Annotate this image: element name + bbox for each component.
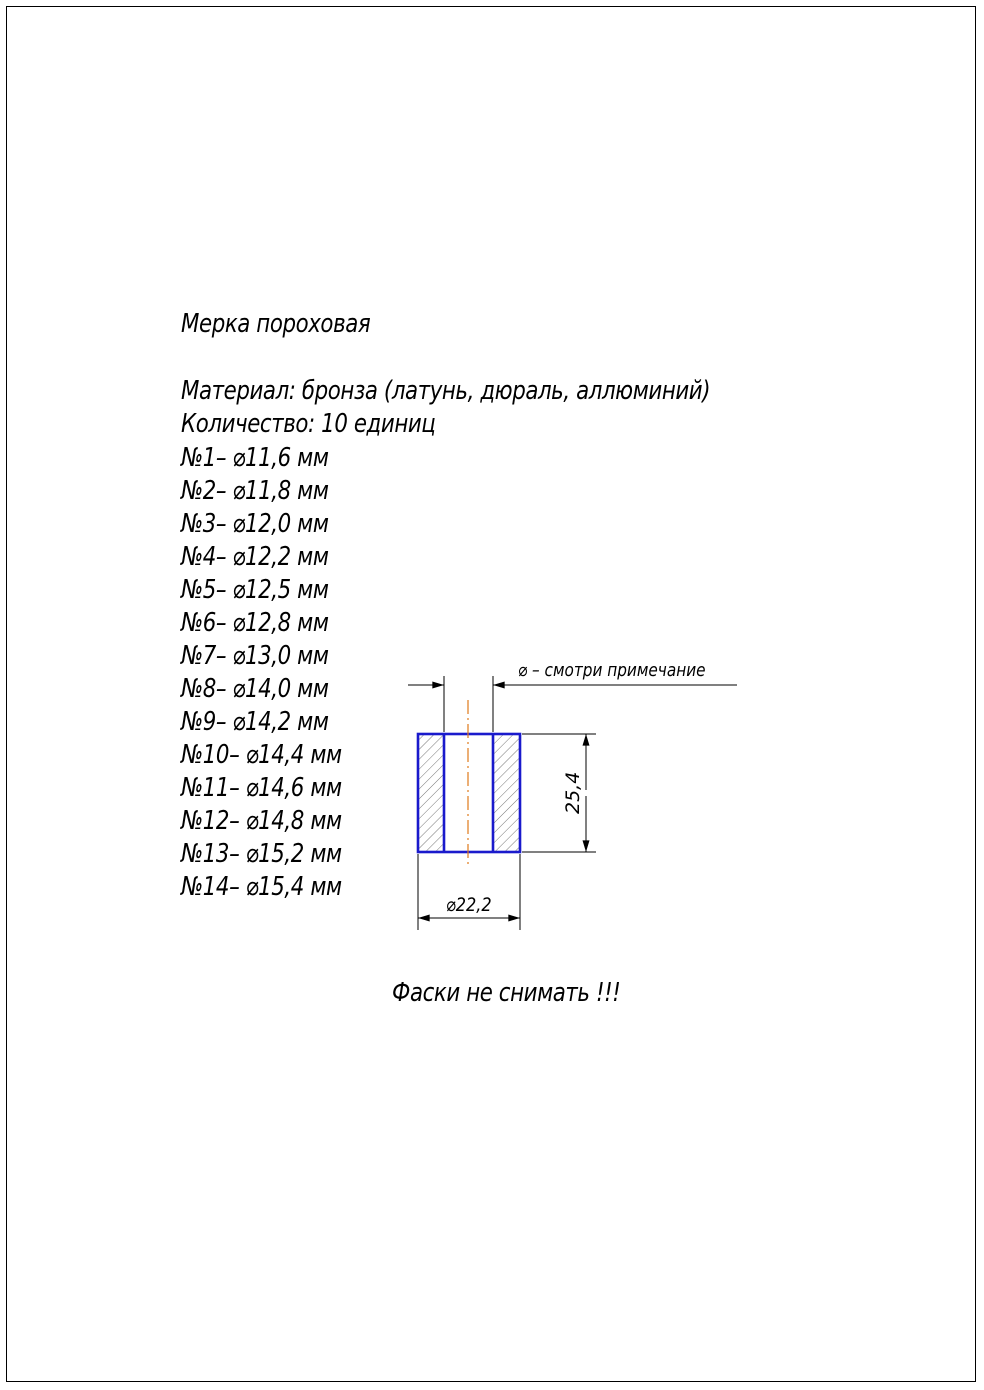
inner-diameter-note: ⌀ – смотри примечание bbox=[518, 658, 706, 681]
spec-line-size-3: №3– ⌀12,0 мм bbox=[181, 509, 329, 539]
left-wall-hatch bbox=[418, 734, 444, 852]
spec-line-size-2: №2– ⌀11,8 мм bbox=[181, 476, 329, 506]
part-title: Мерка пороховая bbox=[181, 309, 371, 339]
spec-line-size-10: №10– ⌀14,4 мм bbox=[181, 740, 342, 770]
outer-diameter-label: ⌀22,2 bbox=[446, 894, 492, 917]
height-dimension bbox=[522, 734, 596, 852]
spec-line-size-1: №1– ⌀11,6 мм bbox=[181, 443, 329, 473]
height-dimension-label: 25,4 bbox=[562, 771, 584, 814]
spec-line-size-13: №13– ⌀15,2 мм bbox=[181, 839, 342, 869]
spec-line-size-7: №7– ⌀13,0 мм bbox=[181, 641, 329, 671]
spec-line-size-8: №8– ⌀14,0 мм bbox=[181, 674, 329, 704]
outer-diameter-dimension bbox=[418, 854, 520, 930]
spec-line-material: Материал: бронза (латунь, дюраль, аллюминий) bbox=[181, 376, 711, 406]
spec-line-size-12: №12– ⌀14,8 мм bbox=[181, 806, 342, 836]
spec-line-size-4: №4– ⌀12,2 мм bbox=[181, 542, 329, 572]
right-wall-hatch bbox=[493, 734, 520, 852]
inner-diameter-dimension bbox=[408, 676, 737, 732]
spec-line-size-11: №11– ⌀14,6 мм bbox=[181, 773, 342, 803]
spec-line-size-6: №6– ⌀12,8 мм bbox=[181, 608, 329, 638]
spec-line-size-9: №9– ⌀14,2 мм bbox=[181, 707, 329, 737]
chamfer-note: Фаски не снимать !!! bbox=[392, 978, 621, 1008]
spec-line-quantity: Количество: 10 единиц bbox=[181, 409, 436, 439]
spec-line-size-5: №5– ⌀12,5 мм bbox=[181, 575, 329, 605]
spec-line-size-14: №14– ⌀15,4 мм bbox=[181, 872, 342, 902]
